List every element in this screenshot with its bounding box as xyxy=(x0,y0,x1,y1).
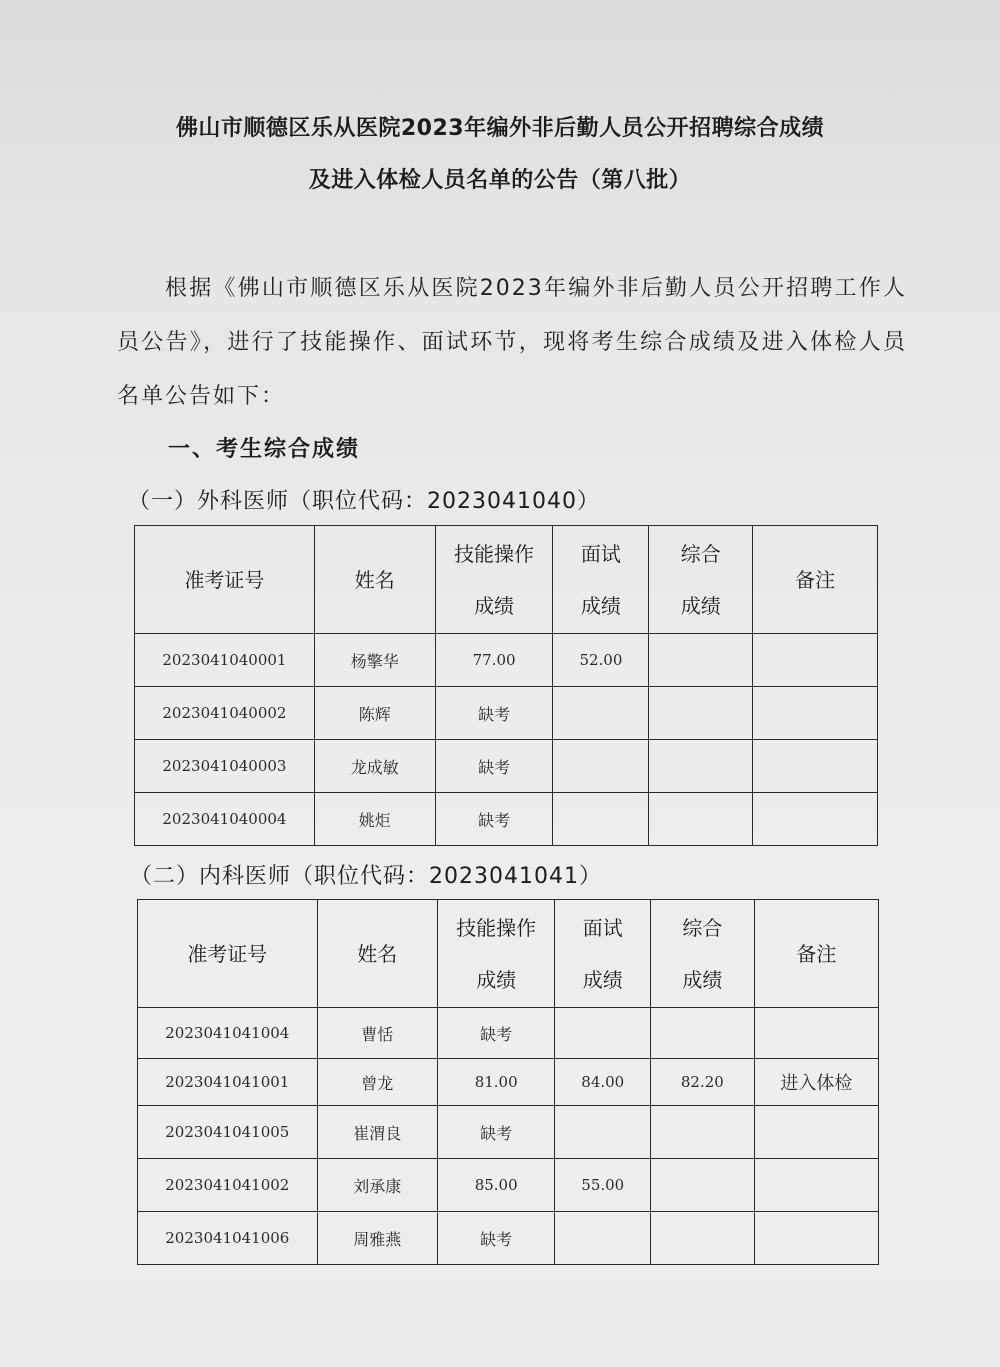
cell-interview xyxy=(553,793,649,846)
cell-name: 周雅燕 xyxy=(317,1212,437,1265)
header-skill xyxy=(435,526,553,634)
cell-total xyxy=(649,793,753,846)
cell-interview: 84.00 xyxy=(555,1059,651,1106)
cell-note xyxy=(753,687,878,740)
header-interview-line2: 成绩 xyxy=(580,593,621,618)
header-total xyxy=(649,526,753,634)
cell-note xyxy=(754,1159,878,1212)
cell-total xyxy=(651,1159,755,1212)
header-skill xyxy=(437,900,555,1008)
cell-exam-id: 2023041040003 xyxy=(135,740,315,793)
table-row xyxy=(135,687,878,740)
cell-name: 曾龙 xyxy=(317,1059,437,1106)
table-row xyxy=(135,793,878,846)
header-name: 姓名 xyxy=(317,900,437,1008)
cell-note xyxy=(754,1008,878,1059)
header-skill-line1: 技能操作 xyxy=(454,541,535,566)
cell-total xyxy=(649,687,753,740)
header-interview-line1: 面试 xyxy=(582,915,623,940)
cell-note xyxy=(754,1212,878,1265)
table-row xyxy=(138,1212,879,1265)
cell-name: 姚炬 xyxy=(314,793,435,846)
cell-exam-id: 2023041041004 xyxy=(138,1008,318,1059)
intro-paragraph: 根据《佛山市顺德区乐从医院2023年编外非后勤人员公开招聘工作人员公告》，进行了技能操作、面试环节，现将考生综合成绩及进入体检人员名单公告如下： xyxy=(117,276,907,409)
cell-skill: 缺考 xyxy=(437,1106,555,1159)
cell-interview xyxy=(555,1212,651,1265)
document-title-line2: 及进入体检人员名单的公告（第八批） xyxy=(308,168,692,193)
cell-note xyxy=(754,1106,878,1159)
cell-interview xyxy=(555,1008,651,1059)
cell-note-medical-exam: 进入体检 xyxy=(754,1059,878,1106)
header-interview-line1: 面试 xyxy=(580,541,621,566)
cell-exam-id: 2023041040001 xyxy=(135,634,315,687)
cell-skill: 缺考 xyxy=(435,740,553,793)
header-exam-id: 准考证号 xyxy=(135,526,315,634)
cell-name: 陈辉 xyxy=(314,687,435,740)
table-row xyxy=(138,1059,879,1106)
cell-note xyxy=(753,740,878,793)
cell-interview xyxy=(553,687,649,740)
cell-name: 崔渭良 xyxy=(317,1106,437,1159)
header-interview xyxy=(553,526,649,634)
cell-skill: 81.00 xyxy=(437,1059,555,1106)
cell-interview: 55.00 xyxy=(555,1159,651,1212)
cell-skill: 缺考 xyxy=(437,1008,555,1059)
cell-name: 龙成敏 xyxy=(314,740,435,793)
header-total xyxy=(651,900,755,1008)
cell-name: 曹恬 xyxy=(317,1008,437,1059)
cell-interview xyxy=(555,1106,651,1159)
header-skill-line2: 成绩 xyxy=(474,593,515,618)
cell-name: 刘承康 xyxy=(317,1159,437,1212)
cell-exam-id: 2023041041006 xyxy=(138,1212,318,1265)
cell-name: 杨擎华 xyxy=(314,634,435,687)
cell-total xyxy=(649,634,753,687)
cell-skill: 缺考 xyxy=(435,793,553,846)
table-row xyxy=(138,1008,879,1059)
table-header-row xyxy=(138,900,879,1008)
cell-skill: 缺考 xyxy=(437,1212,555,1265)
header-total-line2: 成绩 xyxy=(682,967,723,992)
table-header-row xyxy=(135,526,878,634)
cell-skill: 77.00 xyxy=(435,634,553,687)
cell-exam-id: 2023041041002 xyxy=(138,1159,318,1212)
table-row xyxy=(135,634,878,687)
cell-total xyxy=(649,740,753,793)
header-total-line1: 综合 xyxy=(682,915,723,940)
cell-interview xyxy=(553,740,649,793)
header-total-line1: 综合 xyxy=(680,541,721,566)
table-row xyxy=(135,740,878,793)
cell-total xyxy=(651,1212,755,1265)
cell-note xyxy=(753,793,878,846)
table1-heading: （一）外科医师（职位代码：2023041040） xyxy=(128,489,600,514)
cell-exam-id: 2023041041001 xyxy=(138,1059,318,1106)
header-total-line2: 成绩 xyxy=(680,593,721,618)
header-note: 备注 xyxy=(753,526,878,634)
table-row xyxy=(138,1159,879,1212)
cell-skill: 缺考 xyxy=(435,687,553,740)
header-exam-id: 准考证号 xyxy=(138,900,318,1008)
document-title-line1: 佛山市顺德区乐从医院2023年编外非后勤人员公开招聘综合成绩 xyxy=(175,116,825,141)
cell-skill: 85.00 xyxy=(437,1159,555,1212)
cell-exam-id: 2023041040004 xyxy=(135,793,315,846)
header-skill-line1: 技能操作 xyxy=(456,915,537,940)
header-interview-line2: 成绩 xyxy=(582,967,623,992)
cell-total: 82.20 xyxy=(651,1059,755,1106)
table-row xyxy=(138,1106,879,1159)
internal-medicine-scores-table xyxy=(137,899,879,1265)
cell-total xyxy=(651,1008,755,1059)
surgery-scores-table xyxy=(134,525,878,846)
cell-interview: 52.00 xyxy=(553,634,649,687)
header-note: 备注 xyxy=(754,900,878,1008)
cell-total xyxy=(651,1106,755,1159)
table2-heading: （二）内科医师（职位代码：2023041041） xyxy=(130,864,602,889)
cell-exam-id: 2023041041005 xyxy=(138,1106,318,1159)
header-interview xyxy=(555,900,651,1008)
header-name: 姓名 xyxy=(314,526,435,634)
section-heading-scores: 一、考生综合成绩 xyxy=(168,437,361,462)
cell-exam-id: 2023041040002 xyxy=(135,687,315,740)
cell-note xyxy=(753,634,878,687)
header-skill-line2: 成绩 xyxy=(476,967,517,992)
